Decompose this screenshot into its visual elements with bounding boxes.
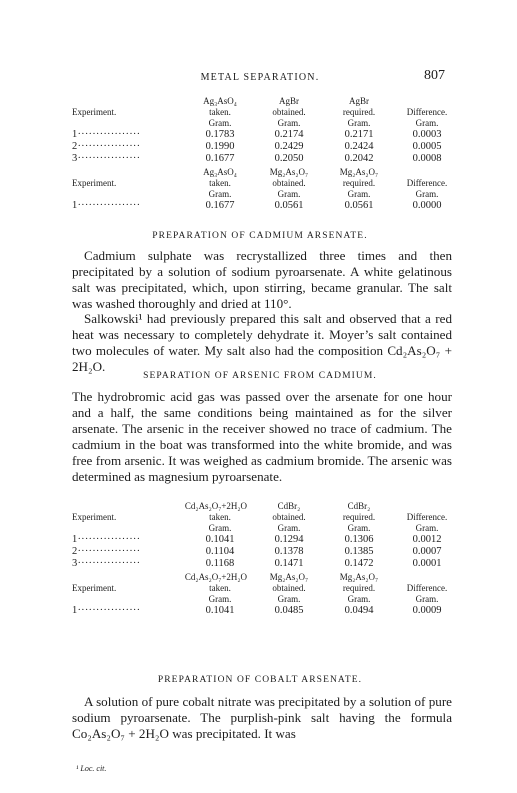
body-paragraph: A solution of pure cobalt nitrate was precipitated by a solution of pure sodium pyroarsenate. The purplish-pink salt having the formula Co₂As₂O₇ + 2H₂O was precipitated. It was [72, 694, 452, 741]
table-units-row [72, 594, 452, 605]
table-cell: 0.0000 [412, 200, 442, 211]
body-paragraph: The hydrobromic acid gas was passed over the arsenate for one hour and a half, the same conditions being maintained as for the silver arsenate. The arsenic in the receiver showed no trace of cadmium. The cadmium in the boat was transformed into the white bromide, and was free from arsenic. It was weighed as cadmium bromide. The arsenic was determined as magnesium pyroarsenate. [72, 389, 452, 484]
cadmium-arsenate-table [72, 501, 452, 617]
table-cell: 0.0005 [412, 141, 442, 152]
table-cell: 0.1294 [274, 534, 304, 545]
column-header: CdBr₂ [277, 501, 301, 511]
table-cell: 0.0494 [344, 605, 374, 616]
table-cell: 0.0001 [412, 558, 442, 569]
table-cell: 0.2042 [344, 153, 374, 164]
table-row [72, 141, 452, 153]
table-cell: 0.1677 [205, 200, 235, 211]
column-header: required. [342, 178, 376, 188]
experiment-number: 1················· [72, 129, 141, 140]
experiment-label: Experiment. [72, 583, 117, 593]
table-cell: 0.1041 [205, 605, 235, 616]
experiment-number: 3················· [72, 558, 141, 569]
table-header-row [72, 512, 452, 523]
unit-label: Gram. [415, 594, 439, 604]
experiment-number: 2················· [72, 546, 141, 557]
experiment-number: 1················· [72, 534, 141, 545]
table-header-row [72, 178, 452, 189]
table-cell: 0.1104 [205, 546, 235, 557]
column-header: Difference. [406, 107, 448, 117]
unit-label: Gram. [347, 523, 371, 533]
table-cell: 0.1783 [205, 129, 235, 140]
unit-label: Gram. [347, 189, 371, 199]
table-row [72, 200, 452, 212]
column-header: Cd₂As₂O₇+2H₂O [184, 501, 248, 511]
table-header-row [72, 501, 452, 512]
column-header: required. [342, 512, 376, 522]
unit-label: Gram. [208, 594, 232, 604]
column-header: required. [342, 583, 376, 593]
table-header-row [72, 583, 452, 594]
column-header: obtained. [272, 178, 306, 188]
section-heading: PREPARATION OF COBALT ARSENATE. [157, 675, 363, 685]
unit-label: Gram. [277, 594, 301, 604]
column-header: Difference. [406, 583, 448, 593]
body-paragraph: Salkowski¹ had previously prepared this salt and observed that a red heat was necessary to completely dehydrate it. Moyer’s salt contained two molecules of water. My salt also had the composition Cd₂As₂O₇ + 2H₂O. [72, 311, 452, 374]
column-header: Mg₂As₂O₇ [339, 167, 379, 177]
column-header: taken. [209, 107, 231, 117]
table-cell: 0.0007 [412, 546, 442, 557]
experiment-label: Experiment. [72, 178, 117, 188]
unit-label: Gram. [347, 118, 371, 128]
table-row [72, 546, 452, 558]
table-cell: 0.2424 [344, 141, 374, 152]
table-row [72, 558, 452, 572]
section-heading: PREPARATION OF CADMIUM ARSENATE. [152, 231, 368, 241]
column-header: AgBr [349, 96, 369, 106]
silver-arsenate-table [72, 96, 452, 212]
column-header: Mg₂As₂O₇ [269, 167, 309, 177]
table-cell: 0.2050 [274, 153, 304, 164]
column-header: Ag₃AsO₄ [203, 167, 237, 177]
column-header: taken. [209, 178, 231, 188]
unit-label: Gram. [415, 118, 439, 128]
column-header: Ag₃AsO₄ [203, 96, 237, 106]
unit-label: Gram. [277, 118, 301, 128]
experiment-number: 1················· [72, 605, 141, 616]
unit-label: Gram. [277, 189, 301, 199]
column-header: AgBr [279, 96, 299, 106]
unit-label: Gram. [415, 189, 439, 199]
body-paragraph: Cadmium sulphate was recrystallized three times and then precipitated by a solution of sodium pyroarsenate. A white gelatinous salt was precipitated, which, upon stirring, became granular. The salt was washed thoroughly and dried at 110°. [72, 248, 452, 311]
experiment-number: 1················· [72, 200, 141, 211]
table-row [72, 605, 452, 617]
page-number: 807 [424, 68, 445, 83]
column-header: Mg₂As₂O₇ [269, 572, 309, 582]
table-cell: 0.0003 [412, 129, 442, 140]
unit-label: Gram. [208, 189, 232, 199]
table-row [72, 153, 452, 167]
column-header: Mg₂As₂O₇ [339, 572, 379, 582]
unit-label: Gram. [415, 523, 439, 533]
column-header: taken. [209, 512, 231, 522]
table-units-row [72, 118, 452, 129]
column-header: Cd₂As₂O₇+2H₂O [184, 572, 248, 582]
table-header-row [72, 572, 452, 583]
column-header: CdBr₂ [347, 501, 371, 511]
table-cell: 0.0485 [274, 605, 304, 616]
table-cell: 0.1385 [344, 546, 374, 557]
table-units-row [72, 189, 452, 200]
unit-label: Gram. [208, 523, 232, 533]
table-cell: 0.1472 [344, 558, 374, 569]
unit-label: Gram. [347, 594, 371, 604]
unit-label: Gram. [208, 118, 232, 128]
experiment-label: Experiment. [72, 512, 117, 522]
table-cell: 0.0009 [412, 605, 442, 616]
table-cell: 0.1378 [274, 546, 304, 557]
table-cell: 0.1168 [205, 558, 235, 569]
table-cell: 0.1677 [205, 153, 235, 164]
table-cell: 0.2174 [274, 129, 304, 140]
footnote: ¹ Loc. cit. [76, 764, 107, 773]
experiment-number: 3················· [72, 153, 141, 164]
table-header-row [72, 96, 452, 107]
section-heading: SEPARATION OF ARSENIC FROM CADMIUM. [143, 371, 377, 381]
table-cell: 0.1471 [274, 558, 304, 569]
experiment-number: 2················· [72, 141, 141, 152]
table-cell: 0.0561 [344, 200, 374, 211]
table-cell: 0.2429 [274, 141, 304, 152]
column-header: required. [342, 107, 376, 117]
running-head: METAL SEPARATION. [200, 72, 320, 83]
table-row [72, 534, 452, 546]
column-header: taken. [209, 583, 231, 593]
table-cell: 0.0561 [274, 200, 304, 211]
table-cell: 0.0012 [412, 534, 442, 545]
table-cell: 0.1306 [344, 534, 374, 545]
table-cell: 0.2171 [344, 129, 374, 140]
table-row [72, 129, 452, 141]
column-header: obtained. [272, 107, 306, 117]
experiment-label: Experiment. [72, 107, 117, 117]
column-header: Difference. [406, 512, 448, 522]
table-cell: 0.0008 [412, 153, 442, 164]
table-units-row [72, 523, 452, 534]
unit-label: Gram. [277, 523, 301, 533]
table-header-row [72, 167, 452, 178]
column-header: obtained. [272, 512, 306, 522]
table-cell: 0.1041 [205, 534, 235, 545]
column-header: Difference. [406, 178, 448, 188]
table-cell: 0.1990 [205, 141, 235, 152]
column-header: obtained. [272, 583, 306, 593]
table-header-row [72, 107, 452, 118]
